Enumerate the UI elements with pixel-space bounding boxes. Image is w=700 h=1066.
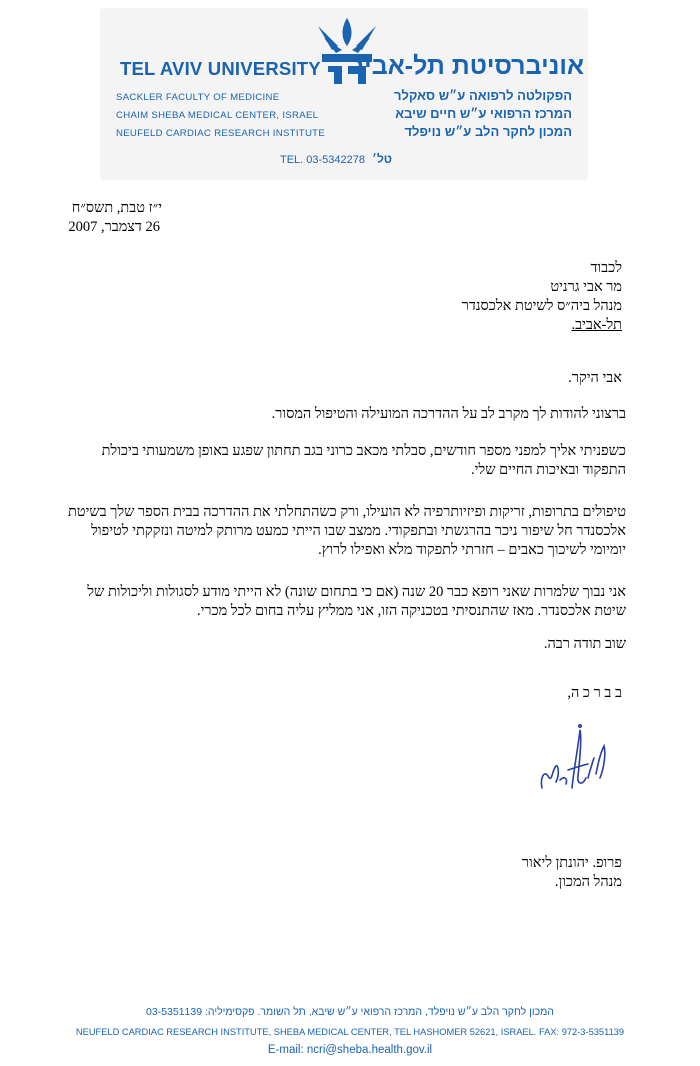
recipient-title: מנהל ביה״ס לשיטת אלכסנדר	[461, 298, 622, 314]
telephone-label-he: טל׳	[372, 152, 393, 166]
footer-english: NEUFELD CARDIAC RESEARCH INSTITUTE, SHEBA MEDICAL CENTER, TEL HASHOMER 52621, ISRAEL. FAX: 972-3-5351139	[75, 1027, 625, 1037]
faculty-he: הפקולטה לרפואה ע״ש סאקלר	[394, 88, 572, 103]
date-gregorian: 26 דצמבר, 2007	[68, 219, 160, 235]
faculty-en: SACKLER FACULTY OF MEDICINE	[116, 92, 280, 103]
university-name-he: אוניברסיטת תל-אביב	[348, 52, 584, 80]
paragraph-thanks: ברצוני להודות לך מקרב לב על ההדרכה המועילה והטיפול המסור.	[271, 406, 626, 422]
telephone	[280, 152, 392, 166]
to-line: לכבוד	[590, 260, 622, 276]
university-name-en: TEL AVIV UNIVERSITY	[120, 58, 321, 79]
paragraph-recommendation: אני נבוך שלמרות שאני רופא כבר 20 שנה (אם כי בתחום שונה) לא הייתי מודע לסגולות וליכולות של שיטת אלכסנדר. מאז שהתנסיתי בטכניקה הזו, אני ממליץ עליה בחום לכל מכרי.	[87, 584, 626, 619]
institute-en: NEUFELD CARDIAC RESEARCH INSTITUTE	[116, 128, 326, 139]
closing: ב ב ר כ ה,	[567, 685, 622, 701]
institute-he: המכון לחקר הלב ע״ש נויפלד	[404, 124, 572, 139]
date-hebrew: י״ז טבת, תשס״ח	[71, 200, 162, 216]
recipient-name: מר אבי גרניט	[550, 279, 622, 295]
medical-center-he: המרכז הרפואי ע״ש חיים שיבא	[395, 106, 572, 121]
letterhead	[100, 8, 588, 180]
signer-title: מנהל המכון.	[554, 874, 622, 890]
footer-email: E-mail: ncri@sheba.health.gov.il	[267, 1044, 433, 1056]
paragraph-treatment: טיפולים בתרופות, זריקות ופיזיותרפיה לא הועילו, ורק כשהתחלתי את ההדרכה בבית הספר שלך בשיטת אלכסנדר חל שיפור ניכר בהרגשתי ובתפקודי. ממצב שבו הייתי כמעט מרותק למיטה ונזקקתי לטיפול יומיומי לשיכוך כאבים – חזרתי לתפקוד מלא ואפילו לרוץ.	[67, 504, 626, 558]
signer-name: פרופ. יהונתן ליאור	[521, 855, 622, 871]
recipient-city: תל-אביב.	[571, 317, 622, 333]
footer-hebrew: המכון לחקר הלב ע״ש נויפלד, המרכז הרפואי ע״ש שיבא, תל השומר. פקסימיליה: 03-5351139	[146, 1006, 554, 1018]
handwritten-signature	[534, 718, 614, 798]
paragraph-closing-thanks: שוב תודה רבה.	[543, 636, 626, 652]
medical-center-en: CHAIM SHEBA MEDICAL CENTER, ISRAEL	[116, 110, 319, 121]
paragraph-history: כשפניתי אליך למפני מספר חודשים, סבלתי מכאב כרוני בגב תחתון שפגע באופן משמעותי ביכולת התפקוד ובאיכות החיים שלי.	[101, 443, 626, 478]
telephone-number: TEL. 03-5342278	[280, 154, 366, 166]
salutation: אבי היקר.	[568, 370, 622, 386]
